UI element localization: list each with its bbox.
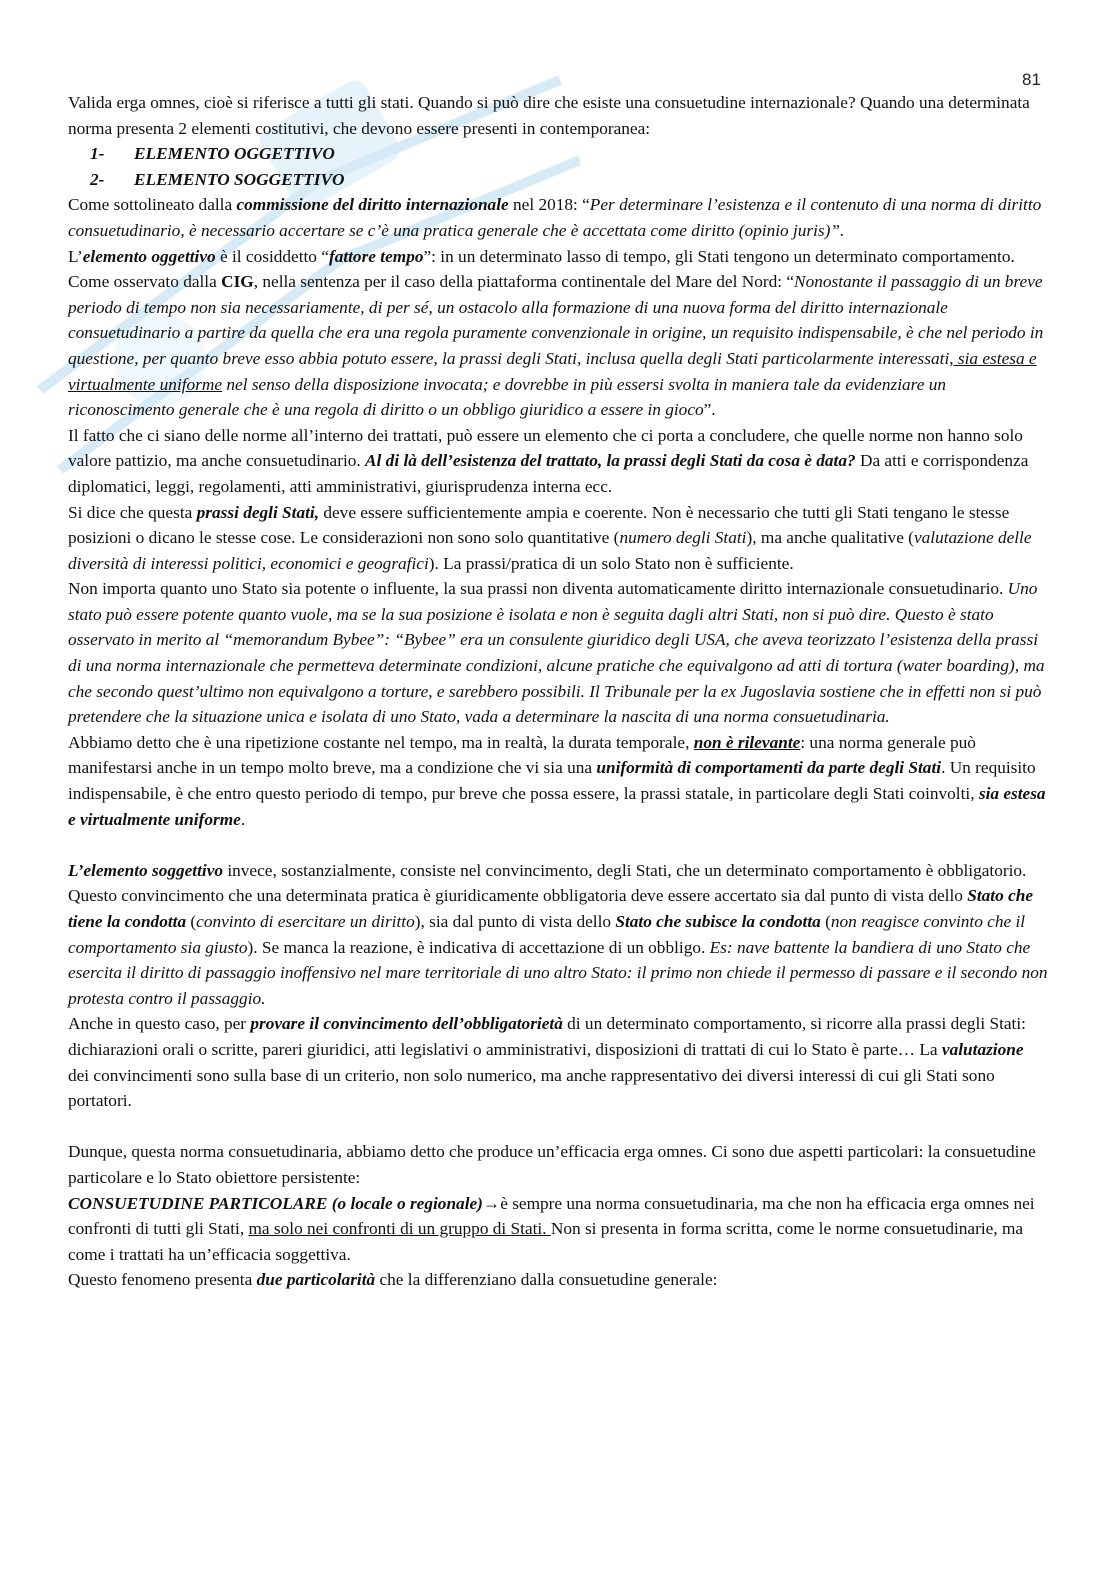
paragraph-elemento-oggettivo: L’elemento oggettivo è il cosiddetto “fattore tempo”: in un determinato lasso di tempo, gli Stati tengono un determinato comportamento. Come osservato dalla CIG, nella sentenza per il caso della piattaforma continentale del Mare del Nord: “Nonostante il passaggio di un breve periodo di tempo non sia necessariamente, di per sé, un ostacolo alla formazione di una nuova forma del diritto internazionale consuetudinario a partire da quella che era una regola puramente convenzionale in origine, un requisito indispensabile, è che nel periodo in questione, per quanto breve esso abbia potuto essere, la prassi degli Stati, inclusa quella degli Stati particolarmente interessati, sia estesa e virtualmente uniforme nel senso della disposizione invocata; e dovrebbe in più essersi svolta in maniera tale da evidenziare un riconoscimento generale che è una regola di diritto o un obbligo giuridico a essere in gioco”. bbox=[68, 246, 1044, 420]
page-number: 81 bbox=[1022, 70, 1041, 89]
paragraph-obbligatorieta: Anche in questo caso, per provare il convincimento dell’obbligatorietà di un determinato comportamento, si ricorre alla prassi degli Stati: dichiarazioni orali o scritte, pareri giuridici, atti legislativi o amministrativi, disposizioni di trattati di cui lo Stato è parte… La valutazione dei convincimenti sono sulla base di un criterio, non solo numerico, ma anche rappresentativo dei diversi interessi di cui gli Stati sono portatori. bbox=[68, 1014, 1026, 1111]
elements-list bbox=[68, 141, 1048, 192]
list-item: 2- ELEMENTO SOGGETTIVO bbox=[90, 169, 345, 189]
paragraph-consuetudine-particolare: CONSUETUDINE PARTICOLARE (o locale o regionale)→è sempre una norma consuetudinaria, ma che non ha efficacia erga omnes nei confronti di tutti gli Stati, ma solo nei confronti di un gruppo di Stati. Non si presenta in forma scritta, come le norme consuetudinarie, ma come i trattati ha un’efficacia soggettiva. bbox=[68, 1193, 1035, 1264]
paragraph-consuetudine-intro: Valida erga omnes, cioè si riferisce a tutti gli stati. Quando si può dire che esiste una consuetudine internazionale? Quando una determinata norma presenta 2 elementi costitutivi, che devono essere presenti in contemporanea: bbox=[68, 93, 1030, 138]
paragraph-bybee: Non importa quanto uno Stato sia potente o influente, la sua prassi non diventa automaticamente diritto internazionale consuetudinario. Uno stato può essere potente quanto vuole, ma se la sua posizione è isolata e non è seguita dagli altri Stati, non si può dire. Questo è stato osservato in merito al “memorandum Bybee”: “Bybee” era un consulente giuridico degli USA, che aveva teorizzato l’esistenza della prassi di una norma internazionale che permetteva determinate condizioni, alcune pratiche che equivalgono ad atti di tortura (water boarding), ma che secondo quest’ultimo non equivalgono a torture, e sarebbero possibili. Il Tribunale per la ex Jugoslavia sostiene che in effetti non si può pretendere che la situazione unica e isolata di uno Stato, vada a determinare la nascita di una norma consuetudinaria. bbox=[68, 579, 1045, 727]
paragraph-particolarita: Questo fenomeno presenta due particolarità che la differenziano dalla consuetudine generale: bbox=[68, 1270, 718, 1290]
paragraph-durata: Abbiamo detto che è una ripetizione costante nel tempo, ma in realtà, la durata temporale, non è rilevante: una norma generale può manifestarsi anche in un tempo molto breve, ma a condizione che vi sia una uniformità di comportamenti da parte degli Stati. Un requisito indispensabile, è che entro questo periodo di tempo, pur breve che possa essere, la prassi statale, in particolare degli Stati coinvolti, sia estesa e virtualmente uniforme. bbox=[68, 732, 1046, 829]
paragraph-prassi: Si dice che questa prassi degli Stati, deve essere sufficientemente ampia e coerente. Non è necessario che tutti gli Stati tengano le stesse posizioni o dicano le stesse cose. Le considerazioni non sono solo quantitative (numero degli Stati), ma anche qualitative (valutazione delle diversità di interessi politici, economici e geografici). La prassi/pratica di un solo Stato non è sufficiente. bbox=[68, 502, 1032, 573]
paragraph-trattati: Il fatto che ci siano delle norme all’interno dei trattati, può essere un elemento che ci porta a concludere, che quelle norme non hanno solo valore pattizio, ma anche consuetudinario. Al di là dell’esistenza del trattato, la prassi degli Stati da cosa è data? Da atti e corrispondenza diplomatici, leggi, regolamenti, atti amministrativi, giurisprudenza interna ecc. bbox=[68, 425, 1029, 496]
paragraph-erga-omnes: Dunque, questa norma consuetudinaria, abbiamo detto che produce un’efficacia erga omnes. Ci sono due aspetti particolari: la consuetudine particolare e lo Stato obiettore persistente: bbox=[68, 1142, 1036, 1187]
paragraph-commissione: Come sottolineato dalla commissione del diritto internazionale nel 2018: “Per determinare l’esistenza e il contenuto di una norma di diritto consuetudinario, è necessario accertare se c’è una pratica generale che è accettata come diritto (opinio juris)”. bbox=[68, 195, 1042, 240]
document-body bbox=[68, 90, 1048, 1293]
paragraph-elemento-soggettivo: L’elemento soggettivo invece, sostanzialmente, consiste nel convincimento, degli Stati, che un determinato comportamento è obbligatorio. Questo convincimento che una determinata pratica è giuridicamente obbligatoria deve essere accertato sia dal punto di vista dello Stato che tiene la condotta (convinto di esercitare un diritto), sia dal punto di vista dello Stato che subisce la condotta (non reagisce convinto che il comportamento sia giusto). Se manca la reazione, è indicativa di accettazione di un obbligo. Es: nave battente la bandiera di uno Stato che esercita il diritto di passaggio inoffensivo nel mare territoriale di uno altro Stato: il primo non chiede il permesso di passare e il secondo non protesta contro il passaggio. bbox=[68, 860, 1048, 1008]
list-item: 1- ELEMENTO OGGETTIVO bbox=[90, 144, 335, 164]
